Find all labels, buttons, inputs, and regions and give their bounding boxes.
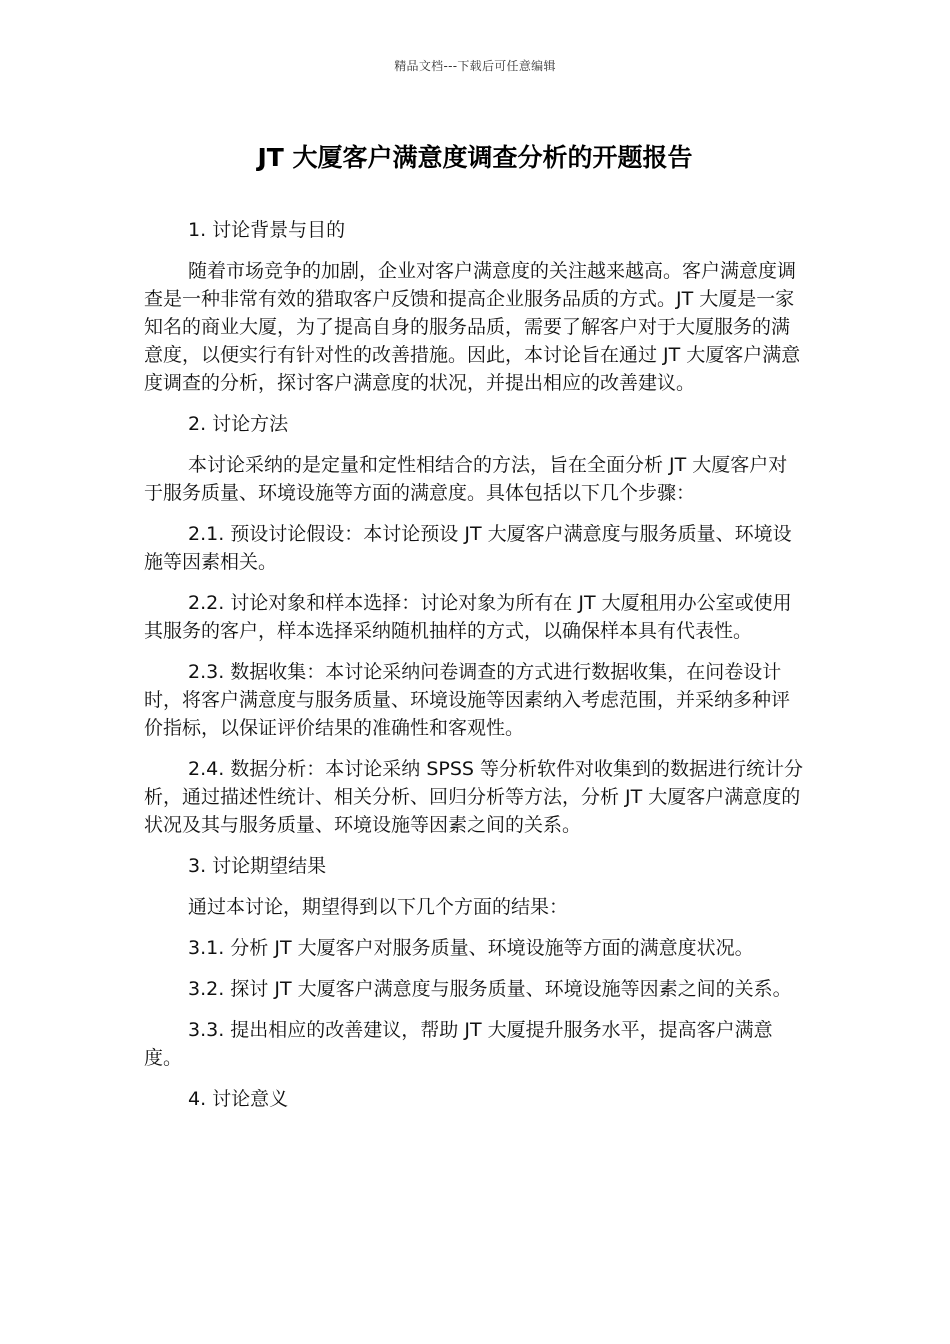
paragraph-method-intro: 本讨论采纳的是定量和定性相结合的方法，旨在全面分析 JT 大厦客户对于服务质量、环境设施等方面的满意度。具体包括以下几个步骤： xyxy=(144,454,788,504)
paragraph-step-2-4: 2.4. 数据分析：本讨论采纳 SPSS 等分析软件对收集到的数据进行统计分析，通过描述性统计、相关分析、回归分析等方法，分析 JT 大厦客户满意度的状况及其与服务质量、环境设施等因素之间的关系。 xyxy=(144,758,804,836)
paragraph-results-intro: 通过本讨论，期望得到以下几个方面的结果： xyxy=(188,896,569,918)
document-title: JT 大厦客户满意度调查分析的开题报告 xyxy=(257,143,693,172)
section-heading-significance: 4. 讨论意义 xyxy=(188,1088,289,1110)
paragraph-step-2-1: 2.1. 预设讨论假设：本讨论预设 JT 大厦客户满意度与服务质量、环境设施等因素相关。 xyxy=(144,523,792,573)
paragraph-result-3-2: 3.2. 探讨 JT 大厦客户满意度与服务质量、环境设施等因素之间的关系。 xyxy=(188,978,792,1000)
paragraph-step-2-3: 2.3. 数据收集：本讨论采纳问卷调查的方式进行数据收集，在问卷设计时，将客户满意度与服务质量、环境设施等因素纳入考虑范围，并采纳多种评价指标，以保证评价结果的准确性和客观性。 xyxy=(144,661,791,739)
section-heading-background: 1. 讨论背景与目的 xyxy=(188,219,346,241)
header-note: 精品文档---下载后可任意编辑 xyxy=(394,59,556,73)
section-heading-method: 2. 讨论方法 xyxy=(188,413,289,435)
paragraph-result-3-3: 3.3. 提出相应的改善建议，帮助 JT 大厦提升服务水平，提高客户满意度。 xyxy=(144,1019,773,1069)
document-body xyxy=(144,216,806,1126)
paragraph-result-3-1: 3.1. 分析 JT 大厦客户对服务质量、环境设施等方面的满意度状况。 xyxy=(188,937,754,959)
paragraph-step-2-2: 2.2. 讨论对象和样本选择：讨论对象为所有在 JT 大厦租用办公室或使用其服务的客户，样本选择采纳随机抽样的方式，以确保样本具有代表性。 xyxy=(144,592,792,642)
paragraph-background: 随着市场竞争的加剧，企业对客户满意度的关注越来越高。客户满意度调查是一种非常有效的猎取客户反馈和提高企业服务品质的方式。JT 大厦是一家知名的商业大厦，为了提高自身的服务品质，需要了解客户对于大厦服务的满意度，以便实行有针对性的改善措施。因此，本讨论旨在通过 JT 大厦客户满意度调查的分析，探讨客户满意度的状况，并提出相应的改善建议。 xyxy=(144,260,801,394)
section-heading-expected-results: 3. 讨论期望结果 xyxy=(188,855,327,877)
